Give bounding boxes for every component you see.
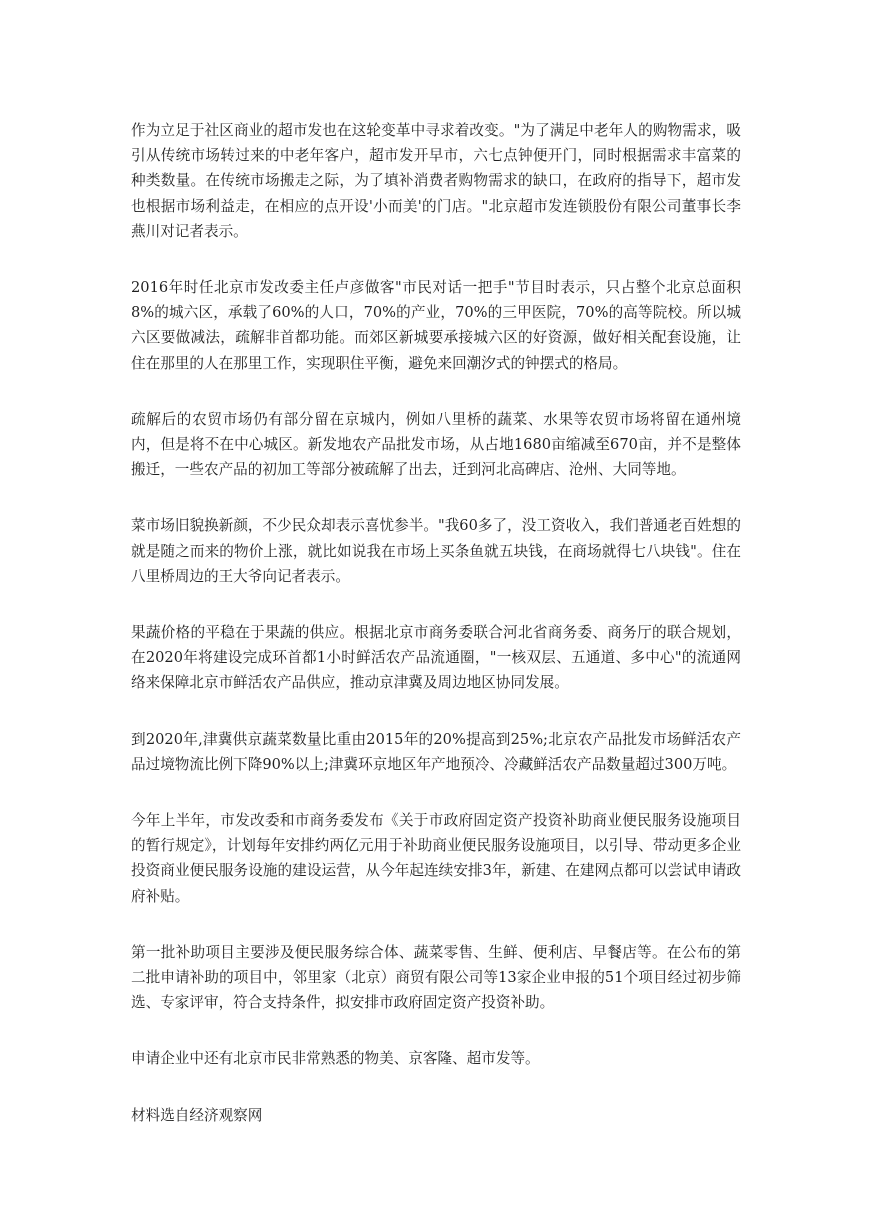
paragraph-applicant-companies: 申请企业中还有北京市民非常熟悉的物美、京客隆、超市发等。 xyxy=(131,1050,540,1068)
paragraph-subsidy-policy: 今年上半年，市发改委和市商务委发布《关于市政府固定资产投资补助商业便民服务设施项目的暂行规定》，计划每年安排约两亿元用于补助商业便民服务设施项目，以引导、带动更多企业投资商业便民服务设施的建设运营，从今年起连续安排3年，新建、在建网点都可以尝试申请政府补贴。 xyxy=(131,812,741,905)
paragraph-market-relocation: 疏解后的农贸市场仍有部分留在京城内，例如八里桥的蔬菜、水果等农贸市场将留在通州境内，但是将不在中心城区。新发地农产品批发市场，从占地1680亩缩减至670亩，并不是整体搬迁，一些农产品的初加工等部分被疏解了出去，迁到河北高碑店、沧州、大同等地。 xyxy=(131,410,741,479)
document-body xyxy=(131,118,741,1159)
source-attribution: 材料选自经济观察网 xyxy=(131,1106,263,1124)
paragraph-public-reaction: 菜市场旧貌换新颜，不少民众却表示喜忧参半。"我60多了，没工资收入，我们普通老百姓想的就是随之而来的物价上涨，就比如说我在市场上买条鱼就五块钱，在商场就得七八块钱"。住在八里桥周边的王大爷向记者表示。 xyxy=(131,517,741,585)
paragraph-supply-planning: 果蔬价格的平稳在于果蔬的供应。根据北京市商务委联合河北省商务委、商务厅的联合规划，在2020年将建设完成环首都1小时鲜活农产品流通圈，"一核双层、五通道、多中心"的流通网络来保障北京市鲜活农产品供应，推动京津冀及周边地区协同发展。 xyxy=(131,624,741,692)
paragraph-2020-targets: 到2020年,津冀供京蔬菜数量比重由2015年的20%提高到25%;北京农产品批发市场鲜活农产品过境物流比例下降90%以上;津冀环京地区年产地预冷、冷藏鲜活农产品数量超过300万吨。 xyxy=(131,730,741,773)
paragraph-subsidy-projects: 第一批补助项目主要涉及便民服务综合体、蔬菜零售、生鲜、便利店、早餐店等。在公布的第二批申请补助的项目中，邻里家（北京）商贸有限公司等13家企业申报的51个项目经过初步筛选、专家评审，符合支持条件，拟安排市政府固定资产投资补助。 xyxy=(131,943,741,1012)
paragraph-city-six-districts: 2016年时任北京市发改委主任卢彦做客"市民对话一把手"节目时表示，只占整个北京总面积8%的城六区，承载了60%的人口，70%的产业，70%的三甲医院，70%的高等院校。所以城六区要做减法，疏解非首都功能。而郊区新城要承接城六区的好资源，做好相关配套设施，让住在那里的人在那里工作，实现职住平衡，避免来回潮汐式的钟摆式的格局。 xyxy=(131,279,741,372)
paragraph-supermarket-change: 作为立足于社区商业的超市发也在这轮变革中寻求着改变。"为了满足中老年人的购物需求，吸引从传统市场转过来的中老年客户，超市发开早市，六七点钟便开门，同时根据需求丰富菜的种类数量。在传统市场搬走之际，为了填补消费者购物需求的缺口，在政府的指导下，超市发也根据市场利益走，在相应的点开设'小而美'的门店。"北京超市发连锁股份有限公司董事长李燕川对记者表示。 xyxy=(131,122,741,240)
